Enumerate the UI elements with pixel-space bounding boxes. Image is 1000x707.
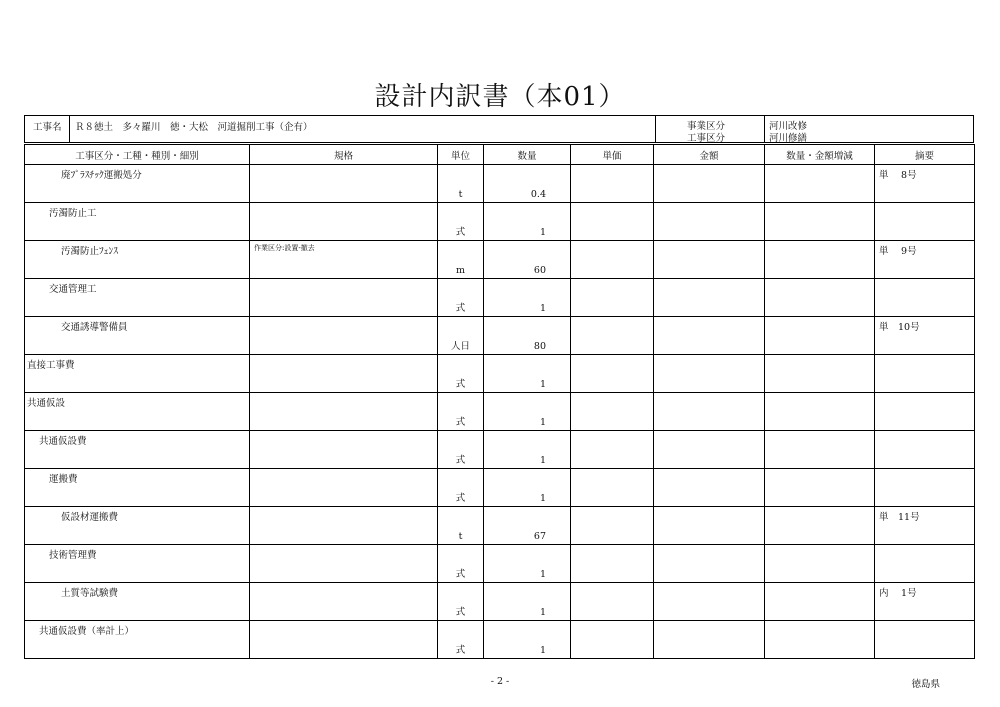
business-label: 事業区分	[687, 121, 726, 132]
cell-remarks	[875, 583, 975, 621]
cell-remarks	[875, 507, 975, 545]
item-unit: m	[455, 265, 465, 276]
cell-change	[765, 279, 875, 317]
cell-quantity	[484, 203, 571, 241]
cell-remarks	[875, 317, 975, 355]
item-unit: 式	[455, 493, 466, 504]
item-unit: 式	[455, 607, 466, 618]
item-remarks: 単 9号	[879, 246, 917, 257]
cell-unit	[438, 583, 484, 621]
cell-spec	[250, 355, 438, 393]
cell-remarks	[875, 241, 975, 279]
cell-amount	[654, 469, 765, 507]
cell-unit	[438, 621, 484, 659]
table-row	[25, 203, 975, 241]
project-name: Ｒ８徳土 多々羅川 徳・大松 河道掘削工事（企有）	[75, 122, 313, 133]
item-name: 汚濁防止ﾌｪﾝｽ	[61, 246, 119, 257]
item-name: 直接工事費	[27, 360, 75, 371]
cell-spec	[250, 317, 438, 355]
cell-amount	[654, 545, 765, 583]
cell-spec	[250, 279, 438, 317]
table-row	[25, 621, 975, 659]
cell-unit	[438, 279, 484, 317]
col-header-change: 数量・金額増減	[765, 145, 875, 165]
item-unit: 式	[455, 569, 466, 580]
cell-change	[765, 203, 875, 241]
cell-change	[765, 621, 875, 659]
cell-remarks	[875, 393, 975, 431]
cell-amount	[654, 583, 765, 621]
item-unit: t	[458, 531, 463, 542]
cell-change	[765, 583, 875, 621]
item-quantity: 0.4	[530, 189, 546, 200]
work-label: 工事区分	[687, 133, 726, 144]
document-title: 設計内訳書（本01）	[374, 82, 626, 112]
cell-unit-price	[571, 279, 654, 317]
cell-change	[765, 393, 875, 431]
cell-category	[25, 165, 250, 203]
cell-amount	[654, 203, 765, 241]
cell-category	[25, 469, 250, 507]
item-name: 交通管理工	[49, 284, 97, 295]
item-spec: 作業区分:設置-撤去	[254, 244, 315, 252]
cell-unit	[438, 507, 484, 545]
cell-change	[765, 431, 875, 469]
cell-spec	[250, 165, 438, 203]
cell-change	[765, 317, 875, 355]
table-row	[25, 279, 975, 317]
cell-unit	[438, 241, 484, 279]
project-label: 工事名	[33, 122, 62, 133]
table-row	[25, 507, 975, 545]
item-quantity: 1	[539, 493, 546, 504]
item-unit: 式	[455, 455, 466, 466]
cell-spec	[250, 469, 438, 507]
cell-spec	[250, 507, 438, 545]
work-value: 河川修繕	[769, 133, 808, 144]
cell-remarks	[875, 279, 975, 317]
cell-category	[25, 393, 250, 431]
cell-amount	[654, 621, 765, 659]
business-value: 河川改修	[769, 121, 808, 132]
col-header-spec: 規格	[250, 145, 438, 165]
table-row	[25, 241, 975, 279]
item-quantity: 1	[539, 569, 546, 580]
cell-remarks	[875, 469, 975, 507]
cell-amount	[654, 317, 765, 355]
cell-quantity	[484, 355, 571, 393]
table-row	[25, 431, 975, 469]
cell-unit-price	[571, 317, 654, 355]
cell-amount	[654, 279, 765, 317]
cell-change	[765, 545, 875, 583]
item-name: 交通誘導警備員	[61, 322, 128, 333]
item-quantity: 1	[539, 379, 546, 390]
cell-quantity	[484, 317, 571, 355]
cell-spec	[250, 583, 438, 621]
item-remarks: 単 8号	[879, 170, 917, 181]
cell-unit	[438, 431, 484, 469]
cell-category	[25, 317, 250, 355]
item-name: 共通仮設費	[39, 436, 87, 447]
cell-quantity	[484, 279, 571, 317]
cell-amount	[654, 393, 765, 431]
cell-amount	[654, 431, 765, 469]
item-name: 技術管理費	[49, 550, 97, 561]
table-row	[25, 355, 975, 393]
cell-unit-price	[571, 621, 654, 659]
cell-remarks	[875, 165, 975, 203]
cell-change	[765, 507, 875, 545]
item-remarks: 単 11号	[879, 512, 920, 523]
cell-spec	[250, 393, 438, 431]
item-name: 汚濁防止工	[49, 208, 97, 219]
item-quantity: 1	[539, 417, 546, 428]
item-quantity: 67	[533, 531, 546, 542]
cell-spec	[250, 621, 438, 659]
cell-category	[25, 431, 250, 469]
cell-quantity	[484, 621, 571, 659]
cell-unit-price	[571, 355, 654, 393]
cell-amount	[654, 241, 765, 279]
breakdown-table	[24, 144, 975, 659]
cell-unit-price	[571, 393, 654, 431]
item-unit: 式	[455, 645, 466, 656]
cell-remarks	[875, 545, 975, 583]
col-header-unit: 単位	[438, 145, 484, 165]
cell-spec	[250, 203, 438, 241]
cell-remarks	[875, 203, 975, 241]
cell-quantity	[484, 469, 571, 507]
project-header	[24, 115, 974, 143]
item-name: 仮設材運搬費	[61, 512, 119, 523]
item-unit: 式	[455, 379, 466, 390]
col-header-category: 工事区分・工種・種別・細別	[25, 145, 250, 165]
item-unit: 式	[455, 303, 466, 314]
cell-category	[25, 583, 250, 621]
cell-unit	[438, 317, 484, 355]
cell-amount	[654, 507, 765, 545]
cell-category	[25, 241, 250, 279]
item-quantity: 1	[539, 607, 546, 618]
cell-spec	[250, 431, 438, 469]
cell-quantity	[484, 241, 571, 279]
cell-quantity	[484, 165, 571, 203]
cell-spec	[250, 545, 438, 583]
item-unit: 式	[455, 227, 466, 238]
item-quantity: 80	[533, 341, 546, 352]
cell-change	[765, 469, 875, 507]
item-unit: 人日	[450, 341, 470, 352]
cell-unit	[438, 165, 484, 203]
item-remarks: 単 10号	[879, 322, 920, 333]
cell-unit-price	[571, 203, 654, 241]
page-number: - 2 -	[490, 676, 510, 687]
item-quantity: 1	[539, 227, 546, 238]
cell-change	[765, 241, 875, 279]
item-name: 土質等試験費	[61, 588, 119, 599]
col-header-quantity: 数量	[484, 145, 571, 165]
cell-category	[25, 621, 250, 659]
header-divider	[69, 116, 70, 142]
item-name: 運搬費	[49, 474, 78, 485]
table-row	[25, 165, 975, 203]
item-quantity: 1	[539, 455, 546, 466]
cell-change	[765, 355, 875, 393]
col-header-remarks: 摘要	[875, 145, 975, 165]
cell-category	[25, 545, 250, 583]
item-quantity: 1	[539, 303, 546, 314]
cell-quantity	[484, 545, 571, 583]
table-row	[25, 545, 975, 583]
cell-category	[25, 355, 250, 393]
cell-unit	[438, 469, 484, 507]
cell-amount	[654, 165, 765, 203]
table-row	[25, 393, 975, 431]
cell-amount	[654, 355, 765, 393]
item-quantity: 1	[539, 645, 546, 656]
cell-quantity	[484, 431, 571, 469]
cell-category	[25, 203, 250, 241]
cell-change	[765, 165, 875, 203]
item-name: 共通仮設	[27, 398, 66, 409]
col-header-unit-price: 単価	[571, 145, 654, 165]
item-unit: 式	[455, 417, 466, 428]
item-remarks: 内 1号	[879, 588, 917, 599]
cell-quantity	[484, 393, 571, 431]
item-quantity: 60	[533, 265, 546, 276]
item-name: 廃ﾌﾟﾗｽﾁｯｸ運搬処分	[61, 170, 142, 181]
table-row	[25, 317, 975, 355]
cell-unit	[438, 203, 484, 241]
cell-unit-price	[571, 507, 654, 545]
header-divider	[655, 116, 656, 142]
table-row	[25, 469, 975, 507]
cell-unit	[438, 393, 484, 431]
cell-unit	[438, 545, 484, 583]
header-divider	[764, 116, 765, 142]
cell-unit-price	[571, 469, 654, 507]
cell-unit-price	[571, 241, 654, 279]
cell-quantity	[484, 507, 571, 545]
item-name: 共通仮設費（率計上）	[39, 626, 135, 637]
cell-category	[25, 279, 250, 317]
cell-unit-price	[571, 165, 654, 203]
cell-remarks	[875, 355, 975, 393]
cell-category	[25, 507, 250, 545]
cell-unit-price	[571, 431, 654, 469]
item-unit: t	[458, 189, 463, 200]
cell-unit-price	[571, 545, 654, 583]
cell-remarks	[875, 431, 975, 469]
prefecture-name: 徳島県	[911, 679, 940, 690]
table-header-row	[25, 145, 975, 165]
table-row	[25, 583, 975, 621]
cell-unit	[438, 355, 484, 393]
cell-unit-price	[571, 583, 654, 621]
col-header-amount: 金額	[654, 145, 765, 165]
cell-remarks	[875, 621, 975, 659]
cell-quantity	[484, 583, 571, 621]
cell-spec	[250, 241, 438, 279]
